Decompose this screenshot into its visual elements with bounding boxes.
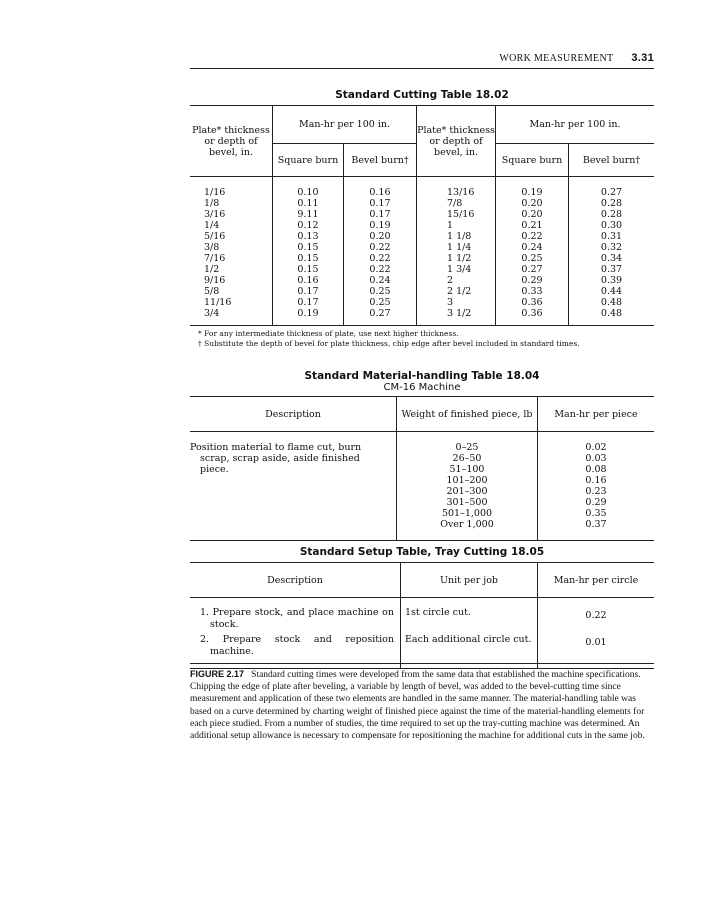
bevel-burn-right: 0.44 (600, 286, 623, 297)
bevel-burn-left: 0.24 (344, 275, 417, 286)
material-table (190, 370, 654, 541)
plate-thickness-right: 2 1/2 (417, 286, 496, 297)
bevel-burn-left: 0.22 (344, 242, 417, 253)
cutting-table-row (190, 308, 654, 319)
square-burn-right: 0.29 (496, 275, 569, 286)
plate-thickness-left: 3/8 (190, 242, 273, 253)
square-burn-right: 0.20 (496, 198, 569, 209)
running-head (190, 52, 654, 64)
bevel-burn-left: 0.20 (344, 231, 417, 242)
bevel-burn-right: 0.31 (600, 231, 623, 242)
setup-unit: Each additional circle cut. (401, 633, 538, 660)
cutting-table (190, 89, 654, 349)
plate-thickness-right: 1 3/4 (417, 264, 496, 275)
plate-thickness-right: 1 1/8 (417, 231, 496, 242)
square-burn-left: 0.10 (273, 187, 344, 198)
plate-thickness-left: 1/16 (190, 187, 273, 198)
square-burn-left: 0.15 (273, 264, 344, 275)
square-burn-left: 0.15 (273, 242, 344, 253)
setup-description: 1. Prepare stock, and place machine on stock. (190, 606, 401, 633)
material-table-subtitle: CM-16 Machine (383, 382, 461, 393)
plate-thickness-left: 3/16 (190, 209, 273, 220)
square-burn-right: 0.20 (496, 209, 569, 220)
square-burn-right: 0.36 (496, 297, 569, 308)
bevel-burn-right: 0.34 (600, 253, 623, 264)
bevel-burn-right: 0.28 (600, 198, 623, 209)
material-description: Position material to flame cut, burn scrap, scrap aside, aside finished piece. (190, 442, 362, 475)
material-manhr: 0.35 (585, 508, 607, 519)
plate-thickness-left: 3/4 (190, 308, 273, 319)
material-weight: 101–200 (397, 475, 538, 486)
square-burn-left: 9.11 (273, 209, 344, 220)
setup-unit: 1st circle cut. (401, 606, 538, 633)
setup-manhr: 0.01 (585, 637, 607, 648)
bevel-burn-right: 0.32 (600, 242, 623, 253)
bevel-burn-left: 0.17 (344, 209, 417, 220)
square-burn-left: 0.17 (273, 297, 344, 308)
material-weight: 51–100 (397, 464, 538, 475)
setup-table-row (190, 606, 654, 633)
material-manhr: 0.02 (585, 442, 607, 453)
square-burn-left: 0.12 (273, 220, 344, 231)
col-header-plate-left: Plate* thickness or depth of bevel, in. (190, 106, 273, 177)
plate-thickness-left: 5/8 (190, 286, 273, 297)
material-manhr: 0.23 (585, 486, 607, 497)
plate-thickness-right: 15/16 (417, 209, 496, 220)
plate-thickness-left: 1/4 (190, 220, 273, 231)
setup-table-row (190, 633, 654, 660)
col-header-square-left: Square burn (273, 144, 344, 177)
plate-thickness-right: 2 (417, 275, 496, 286)
bevel-burn-right: 0.39 (600, 275, 623, 286)
setup-table (190, 546, 654, 669)
material-manhr: 0.08 (585, 464, 607, 475)
material-col-description: Description (190, 397, 397, 432)
setup-table-grid (190, 562, 654, 669)
material-weight: Over 1,000 (397, 519, 538, 530)
col-header-manhr-left: Man-hr per 100 in. (273, 106, 417, 144)
figure-label: FIGURE 2.17 (190, 669, 245, 679)
plate-thickness-right: 3 1/2 (417, 308, 496, 319)
bevel-burn-left: 0.22 (344, 253, 417, 264)
plate-thickness-right: 13/16 (417, 187, 496, 198)
running-title: WORK MEASUREMENT (499, 53, 614, 64)
bevel-burn-left: 0.25 (344, 286, 417, 297)
page-number: 3.31 (631, 52, 654, 64)
material-weight: 201–300 (397, 486, 538, 497)
material-weight: 0–25 (397, 442, 538, 453)
material-table-grid (190, 396, 654, 541)
square-burn-left: 0.19 (273, 308, 344, 319)
square-burn-right: 0.36 (496, 308, 569, 319)
cutting-table-row (190, 275, 654, 286)
square-burn-right: 0.19 (496, 187, 569, 198)
plate-thickness-right: 1 (417, 220, 496, 231)
material-col-manhr: Man-hr per piece (538, 397, 655, 432)
bevel-burn-left: 0.16 (344, 187, 417, 198)
cutting-table-row (190, 297, 654, 308)
bevel-burn-left: 0.22 (344, 264, 417, 275)
col-header-square-right: Square burn (496, 144, 569, 177)
plate-thickness-left: 9/16 (190, 275, 273, 286)
col-header-manhr-right: Man-hr per 100 in. (496, 106, 655, 144)
material-manhr: 0.16 (585, 475, 607, 486)
plate-thickness-right: 3 (417, 297, 496, 308)
cutting-table-row (190, 198, 654, 209)
setup-manhr: 0.22 (585, 610, 607, 621)
figure-caption (190, 663, 654, 742)
cutting-footnote-1: * For any intermediate thickness of plate, use next higher thickness. (198, 329, 459, 338)
square-burn-left: 0.17 (273, 286, 344, 297)
header-rule (190, 68, 654, 69)
setup-description: 2. Prepare stock and reposition machine. (190, 633, 401, 660)
square-burn-left: 0.11 (273, 198, 344, 209)
setup-table-title: Standard Setup Table, Tray Cutting 18.05 (299, 546, 545, 558)
square-burn-right: 0.33 (496, 286, 569, 297)
cutting-footnote-2: † Substitute the depth of bevel for plate thickness, chip edge after bevel included in standard times. (198, 339, 580, 348)
cutting-table-grid (190, 105, 654, 326)
material-weight: 26–50 (397, 453, 538, 464)
cutting-table-row (190, 231, 654, 242)
col-header-bevel-right: Bevel burn† (569, 144, 655, 177)
material-table-title: Standard Material-handling Table 18.04 (304, 370, 540, 382)
cutting-table-row (190, 286, 654, 297)
bevel-burn-left: 0.25 (344, 297, 417, 308)
figure-caption-text: Standard cutting times were developed from the same data that established the machine specifications. Chipping the edge of plate after beveling, a variable by length of bevel, was added to the bevel-cutting time since measurement and application of these two elements are handled in the same manner. The material-handling table was based on a curve determined by charting weight of finished piece against the time of the material-handling elements for each piece studied. From a number of studies, the time required to set up the tray-cutting machine was determined. An additional setup allowance is necessary to compensate for repositioning the machine for additional cuts in the same job. (190, 670, 645, 742)
plate-thickness-right: 7/8 (417, 198, 496, 209)
cutting-table-row (190, 242, 654, 253)
setup-col-unit: Unit per job (401, 563, 538, 598)
col-header-bevel-left: Bevel burn† (344, 144, 417, 177)
plate-thickness-right: 1 1/4 (417, 242, 496, 253)
bevel-burn-left: 0.19 (344, 220, 417, 231)
bevel-burn-left: 0.17 (344, 198, 417, 209)
material-manhr: 0.03 (585, 453, 607, 464)
square-burn-left: 0.15 (273, 253, 344, 264)
col-header-plate-right: Plate* thickness or depth of bevel, in. (417, 106, 496, 177)
bevel-burn-right: 0.37 (600, 264, 623, 275)
square-burn-right: 0.22 (496, 231, 569, 242)
cutting-table-row (190, 264, 654, 275)
plate-thickness-left: 5/16 (190, 231, 273, 242)
square-burn-right: 0.21 (496, 220, 569, 231)
bevel-burn-right: 0.28 (600, 209, 623, 220)
square-burn-right: 0.27 (496, 264, 569, 275)
material-manhr: 0.37 (585, 519, 607, 530)
setup-col-description: Description (190, 563, 401, 598)
square-burn-left: 0.13 (273, 231, 344, 242)
plate-thickness-left: 11/16 (190, 297, 273, 308)
square-burn-right: 0.25 (496, 253, 569, 264)
square-burn-left: 0.16 (273, 275, 344, 286)
cutting-table-row (190, 253, 654, 264)
material-col-weight: Weight of finished piece, lb (397, 397, 538, 432)
material-manhr: 0.29 (585, 497, 607, 508)
cutting-table-row (190, 209, 654, 220)
bevel-burn-right: 0.30 (600, 220, 623, 231)
bevel-burn-right: 0.27 (600, 187, 623, 198)
bevel-burn-right: 0.48 (600, 297, 623, 308)
setup-col-manhr: Man-hr per circle (538, 563, 655, 598)
plate-thickness-left: 1/2 (190, 264, 273, 275)
material-weight: 301–500 (397, 497, 538, 508)
cutting-table-title: Standard Cutting Table 18.02 (335, 89, 509, 101)
cutting-table-row (190, 220, 654, 231)
material-weight: 501–1,000 (397, 508, 538, 519)
plate-thickness-left: 1/8 (190, 198, 273, 209)
plate-thickness-right: 1 1/2 (417, 253, 496, 264)
cutting-table-row (190, 187, 654, 198)
square-burn-right: 0.24 (496, 242, 569, 253)
bevel-burn-left: 0.27 (344, 308, 417, 319)
bevel-burn-right: 0.48 (600, 308, 623, 319)
plate-thickness-left: 7/16 (190, 253, 273, 264)
